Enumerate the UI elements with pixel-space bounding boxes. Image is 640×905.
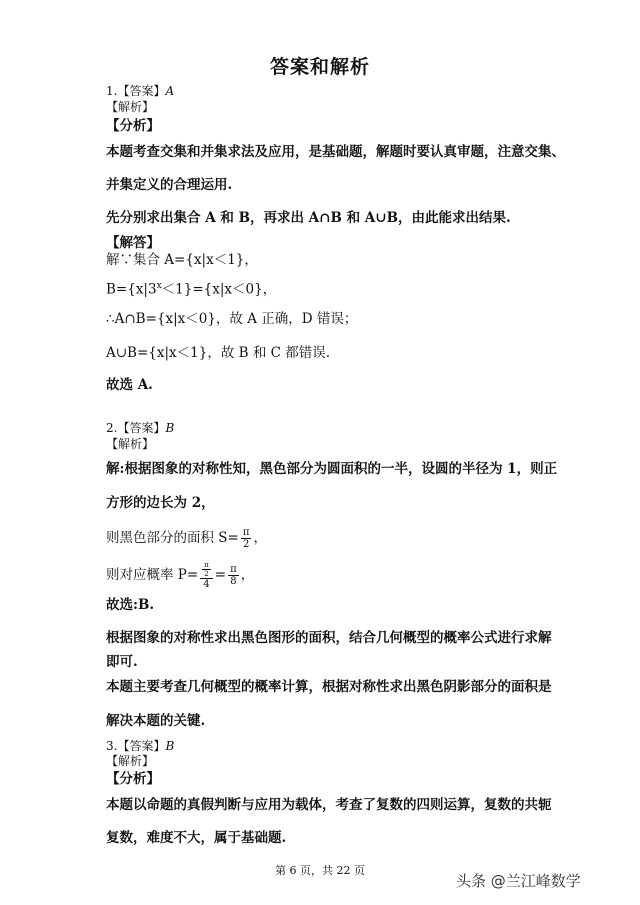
q2-paragraph-2: 方形的边长为 2， bbox=[106, 495, 215, 511]
watermark: 头条 @兰江峰数学 bbox=[456, 872, 581, 890]
q3-analysis-tag: 【解析】 bbox=[106, 754, 155, 768]
q2-paragraph-6: 根据图象的对称性求出黑色图形的面积，结合几何概型的概率公式进行求解 bbox=[106, 630, 552, 646]
q2-answer-value: B bbox=[165, 421, 175, 435]
q1-answer-value: A bbox=[165, 84, 175, 98]
q1-conclusion: 故选 A. bbox=[106, 377, 153, 393]
q2-probability-suffix: ， bbox=[240, 567, 255, 583]
q3-paragraph-1: 本题以命题的真假判断与应用为载体，考查了复数的四则运算，复数的共轭 bbox=[106, 797, 552, 813]
q1-fenxi-heading: 【分析】 bbox=[106, 118, 160, 134]
q2-equals: = bbox=[214, 567, 227, 583]
q2-paragraph-1: 解:根据图象的对称性知，黑色部分为圆面积的一半，设圆的半径为 1，则正 bbox=[106, 461, 558, 477]
q1-step-4: A∪B={x|x＜1}，故 B 和 C 都错误. bbox=[106, 345, 331, 361]
q2-inner-fraction bbox=[202, 561, 211, 578]
q1-paragraph-3: 先分别求出集合 A 和 B，再求出 A∩B 和 A∪B，由此能求出结果. bbox=[106, 210, 511, 226]
q1-paragraph-2: 并集定义的合理运用. bbox=[106, 177, 233, 193]
q2-probability-nested-fraction bbox=[200, 561, 213, 590]
q2-area-numerator: π bbox=[242, 527, 250, 538]
q2-nested-denominator: 4 bbox=[203, 579, 210, 590]
q2-area-denominator: 2 bbox=[242, 539, 250, 550]
q2-probability-label: 则对应概率 P= bbox=[106, 567, 199, 583]
q2-result-denominator: 8 bbox=[230, 576, 237, 587]
q3-paragraph-2: 复数，难度不大，属于基础题. bbox=[106, 830, 287, 846]
q2-area-fraction bbox=[241, 527, 252, 550]
q1-step-1: 解∵集合 A={x|x＜1}， bbox=[106, 252, 258, 268]
q2-paragraph-8: 本题主要考查几何概型的概率计算，根据对称性求出黑色阴影部分的面积是 bbox=[106, 679, 552, 695]
q1-jieda-heading: 【解答】 bbox=[106, 235, 160, 251]
q2-area-suffix: ， bbox=[253, 530, 267, 546]
q1-step-2-right: ＜1}={x|x＜0}， bbox=[161, 281, 277, 298]
q2-conclusion: 故选:B. bbox=[106, 597, 155, 613]
q2-probability-formula bbox=[106, 561, 254, 590]
q1-step-3: ∴A∩B={x|x＜0}，故 A 正确，D 错误； bbox=[106, 311, 358, 327]
q1-step-2-left: B={x|3 bbox=[106, 281, 157, 298]
page-title: 答案和解析 bbox=[269, 56, 370, 78]
q2-answer-prefix: 2.【答案】 bbox=[106, 421, 166, 435]
q2-area-formula bbox=[106, 527, 267, 550]
q1-answer-prefix: 1.【答案】 bbox=[106, 84, 166, 98]
q1-step-2-exponent: x bbox=[156, 281, 162, 291]
q1-step-2 bbox=[106, 277, 276, 299]
q2-analysis-tag: 【解析】 bbox=[106, 437, 155, 451]
q1-paragraph-1: 本题考查交集和并集求法及应用，是基础题，解题时要认真审题，注意交集、 bbox=[106, 144, 565, 160]
q2-result-numerator: π bbox=[230, 564, 237, 575]
q2-result-fraction bbox=[228, 564, 239, 587]
q3-answer-prefix: 3.【答案】 bbox=[106, 739, 166, 753]
q2-inner-numerator: π bbox=[204, 561, 209, 569]
q3-fenxi-heading: 【分析】 bbox=[106, 771, 160, 787]
q2-area-label: 则黑色部分的面积 S= bbox=[106, 530, 239, 546]
q1-analysis-tag: 【解析】 bbox=[106, 100, 155, 114]
q2-paragraph-7: 即可. bbox=[106, 654, 138, 670]
q2-nested-numerator bbox=[200, 561, 213, 579]
q2-paragraph-9: 解决本题的关键. bbox=[106, 713, 206, 729]
page-footer: 第 6 页，共 22 页 bbox=[275, 864, 365, 877]
q3-answer-value: B bbox=[165, 739, 175, 753]
q2-inner-denominator: 2 bbox=[204, 570, 209, 578]
